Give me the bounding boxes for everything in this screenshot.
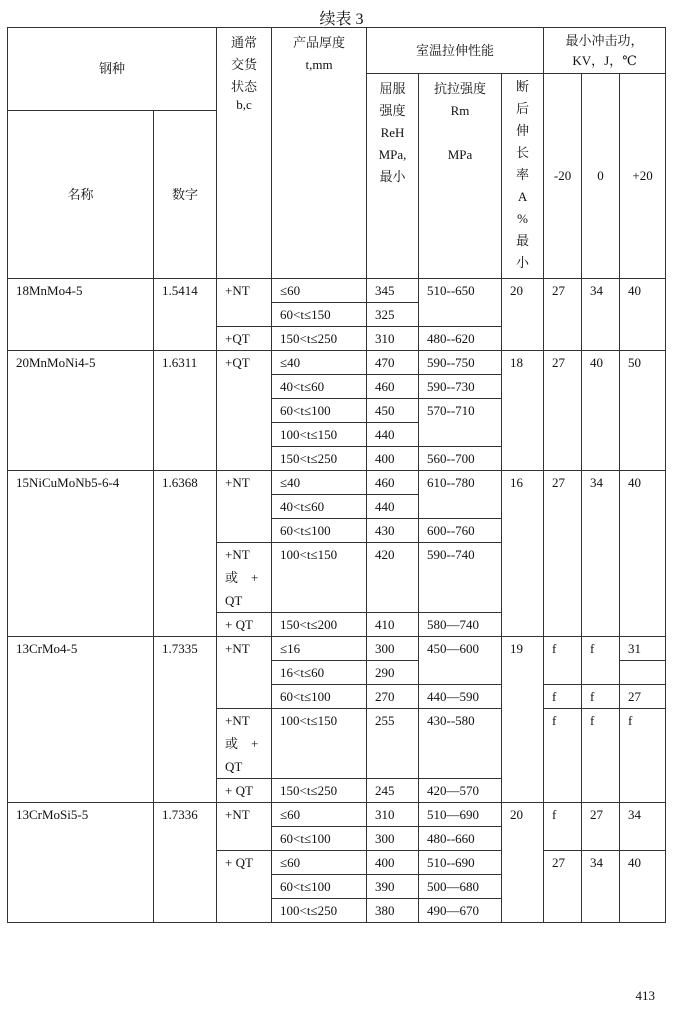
yield-value: 430 [367,519,419,543]
header-temp-0: 0 [582,74,620,279]
elongation-value: 20 [502,279,544,351]
header-thickness: 产品厚度 t,mm [272,28,367,279]
thickness-range: ≤60 [272,851,367,875]
grade-name: 20MnMoNi4-5 [8,351,154,471]
thickness-range: 100<t≤150 [272,423,367,447]
thickness-range: ≤60 [272,803,367,827]
table-caption: 续表 3 [319,11,364,28]
thickness-range: 150<t≤200 [272,613,367,637]
elongation-value: 20 [502,803,544,923]
elongation-value: 16 [502,471,544,637]
yield-value: 440 [367,495,419,519]
tensile-value: 590--740 [419,543,502,613]
tensile-value: 510--650 [419,279,502,327]
grade-name: 18MnMo4-5 [8,279,154,351]
impact-plus20: 40 [620,471,666,637]
yield-value: 400 [367,851,419,875]
impact-minus20: 27 [544,471,582,637]
delivery-state: +NT [217,803,272,851]
tensile-value: 560--700 [419,447,502,471]
yield-value: 325 [367,303,419,327]
thickness-range: ≤40 [272,351,367,375]
yield-value: 245 [367,779,419,803]
impact-minus20: f [544,685,582,709]
grade-number: 1.5414 [154,279,217,351]
grade-name: 15NiCuMoNb5-6-4 [8,471,154,637]
delivery-state: +QT [217,351,272,471]
tensile-value: 450—600 [419,637,502,685]
impact-plus20 [620,661,666,685]
yield-value: 460 [367,471,419,495]
thickness-range: ≤60 [272,279,367,303]
tensile-value: 490—670 [419,899,502,923]
impact-plus20: f [620,709,666,803]
tensile-value: 590--750 [419,351,502,375]
tensile-value: 420—570 [419,779,502,803]
impact-plus20: 50 [620,351,666,471]
thickness-range: 40<t≤60 [272,375,367,399]
steel-properties-table [7,27,666,923]
header-impact-energy: 最小冲击功， KV，J，℃ [544,28,666,74]
yield-value: 470 [367,351,419,375]
yield-value: 255 [367,709,419,779]
impact-minus20: f [544,637,582,685]
grade-number: 1.6311 [154,351,217,471]
impact-plus20: 34 [620,803,666,851]
impact-0: f [582,709,620,803]
grade-number: 1.7335 [154,637,217,803]
yield-value: 390 [367,875,419,899]
yield-value: 410 [367,613,419,637]
yield-value: 450 [367,399,419,423]
delivery-state: +NT [217,471,272,543]
thickness-range: 150<t≤250 [272,327,367,351]
delivery-state: +NT [217,637,272,709]
delivery-state: + QT [217,613,272,637]
tensile-value: 510—690 [419,803,502,827]
tensile-value: 430--580 [419,709,502,779]
yield-value: 270 [367,685,419,709]
thickness-range: 16<t≤60 [272,661,367,685]
yield-value: 310 [367,327,419,351]
impact-minus20: 27 [544,279,582,351]
thickness-range: 150<t≤250 [272,779,367,803]
yield-value: 400 [367,447,419,471]
delivery-state: +NT 或 + QT [217,543,272,613]
impact-plus20: 40 [620,851,666,923]
impact-0: f [582,637,620,685]
thickness-range: 100<t≤150 [272,543,367,613]
grade-name: 13CrMo4-5 [8,637,154,803]
impact-plus20: 31 [620,637,666,661]
impact-0: 34 [582,279,620,351]
grade-number: 1.7336 [154,803,217,923]
impact-minus20: 27 [544,351,582,471]
tensile-value: 610--780 [419,471,502,519]
header-tensile-properties: 室温拉伸性能 [367,28,544,74]
impact-0: 34 [582,471,620,637]
tensile-value: 580—740 [419,613,502,637]
tensile-value: 440—590 [419,685,502,709]
thickness-range: 60<t≤100 [272,685,367,709]
delivery-state: +QT [217,327,272,351]
header-elongation: 断 后 伸 长 率 A % 最 小 [502,74,544,279]
impact-0: 34 [582,851,620,923]
header-delivery-state: 通常 交货 状态 b,c [217,28,272,279]
header-name: 名称 [8,111,154,279]
header-temp-minus20: -20 [544,74,582,279]
yield-value: 460 [367,375,419,399]
yield-value: 420 [367,543,419,613]
tensile-value: 590--730 [419,375,502,399]
impact-0: f [582,685,620,709]
yield-value: 300 [367,637,419,661]
grade-name: 13CrMoSi5-5 [8,803,154,923]
thickness-range: 60<t≤100 [272,399,367,423]
thickness-range: 100<t≤250 [272,899,367,923]
elongation-value: 18 [502,351,544,471]
header-tensile-strength: 抗拉强度 Rm MPa [419,74,502,279]
tensile-value: 600--760 [419,519,502,543]
yield-value: 300 [367,827,419,851]
impact-minus20: f [544,709,582,803]
header-steel-grade: 钢种 [8,28,217,111]
thickness-range: ≤40 [272,471,367,495]
delivery-state: + QT [217,779,272,803]
impact-0: 27 [582,803,620,851]
thickness-range: 60<t≤100 [272,827,367,851]
tensile-value: 480--620 [419,327,502,351]
tensile-value: 500—680 [419,875,502,899]
elongation-value: 19 [502,637,544,803]
tensile-value: 510--690 [419,851,502,875]
yield-value: 345 [367,279,419,303]
yield-value: 440 [367,423,419,447]
page-number: 413 [635,988,655,1003]
thickness-range: ≤16 [272,637,367,661]
thickness-range: 60<t≤150 [272,303,367,327]
thickness-range: 60<t≤100 [272,519,367,543]
impact-plus20: 27 [620,685,666,709]
yield-value: 310 [367,803,419,827]
thickness-range: 150<t≤250 [272,447,367,471]
delivery-state: +NT 或 + QT [217,709,272,779]
tensile-value: 570--710 [419,399,502,447]
delivery-state: + QT [217,851,272,923]
delivery-state: +NT [217,279,272,327]
header-number: 数字 [154,111,217,279]
impact-plus20: 40 [620,279,666,351]
thickness-range: 60<t≤100 [272,875,367,899]
thickness-range: 100<t≤150 [272,709,367,779]
header-temp-plus20: +20 [620,74,666,279]
impact-minus20: 27 [544,851,582,923]
yield-value: 380 [367,899,419,923]
header-yield-strength: 屈服 强度 ReH MPa, 最小 [367,74,419,279]
impact-0: 40 [582,351,620,471]
thickness-range: 40<t≤60 [272,495,367,519]
impact-minus20: f [544,803,582,851]
tensile-value: 480--660 [419,827,502,851]
yield-value: 290 [367,661,419,685]
grade-number: 1.6368 [154,471,217,637]
